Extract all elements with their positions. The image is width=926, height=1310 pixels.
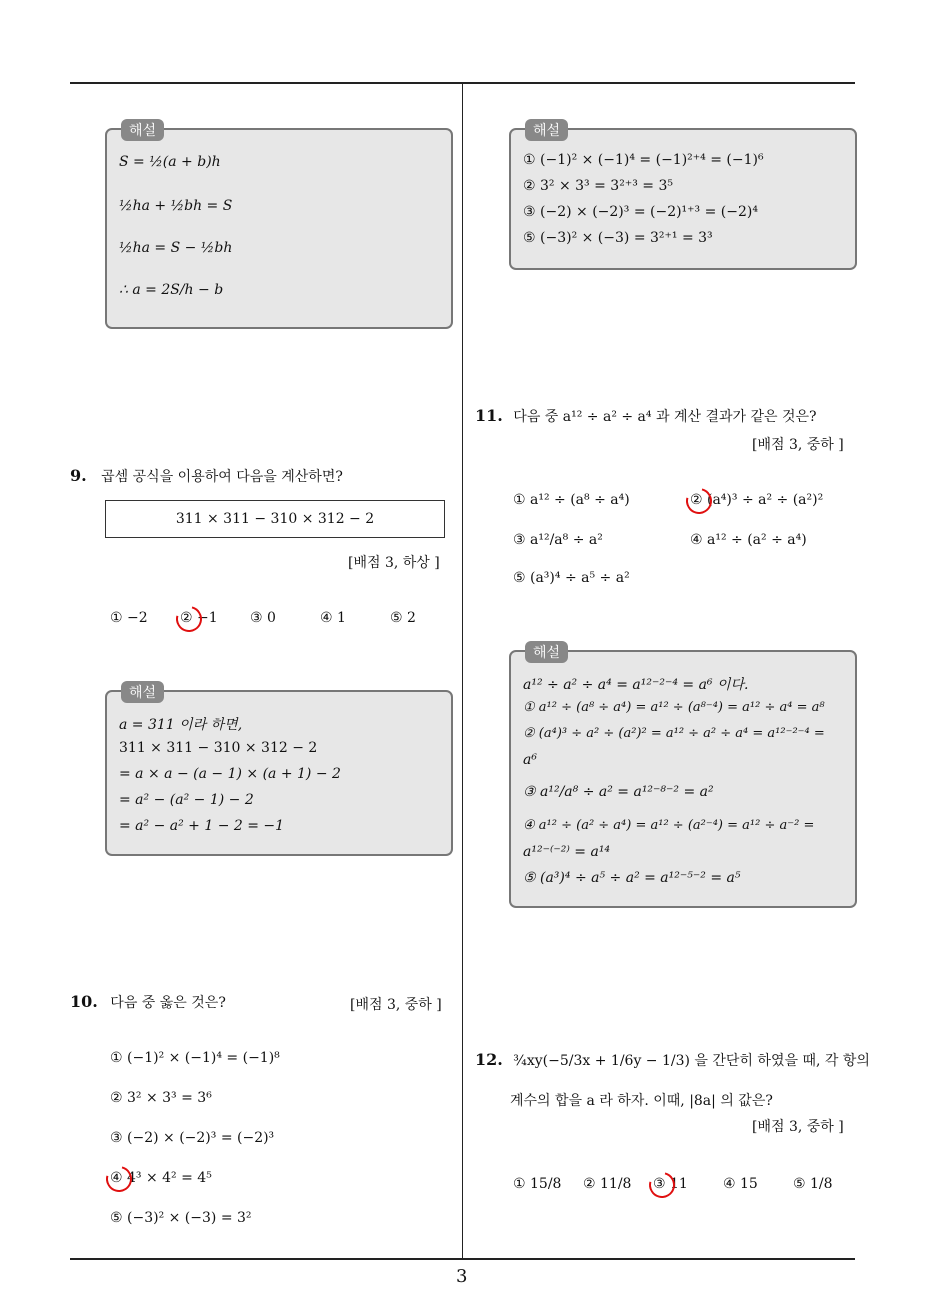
score-label: [배점 3, 중하 ] <box>350 997 442 1013</box>
option-3[interactable]: ③ (−2) × (−2)³ = (−2)³ <box>110 1130 275 1146</box>
selected-answer-mark <box>101 1161 137 1197</box>
explanation-tag: 해설 <box>121 681 164 703</box>
explanation-line: ½ha + ½bh = S <box>119 198 233 214</box>
explanation-box-q10 <box>509 123 857 270</box>
explanation-line: a¹²⁻⁽⁻²⁾ = a¹⁴ <box>523 844 611 860</box>
option-3[interactable]: ③ 0 <box>250 610 276 626</box>
option-3[interactable]: ③ a¹²/a⁸ ÷ a² <box>513 532 603 548</box>
explanation-box-q11 <box>509 645 857 908</box>
score-label: [배점 3, 중하 ] <box>752 1119 844 1135</box>
question-number: 10. <box>70 992 98 1011</box>
score-label: [배점 3, 하상 ] <box>348 555 440 571</box>
explanation-line: ③ a¹²/a⁸ ÷ a² = a¹²⁻⁸⁻² = a² <box>523 784 714 800</box>
option-2[interactable]: ② 11/8 <box>583 1176 632 1192</box>
explanation-tag: 해설 <box>525 119 568 141</box>
explanation-line: ③ (−2) × (−2)³ = (−2)¹⁺³ = (−2)⁴ <box>523 204 758 220</box>
explanation-line: a = 311 이라 하면, <box>119 717 243 733</box>
explanation-line: ⑤ (−3)² × (−3) = 3²⁺¹ = 3³ <box>523 230 713 246</box>
option-5[interactable]: ⑤ (a³)⁴ ÷ a⁵ ÷ a² <box>513 570 630 586</box>
column-divider <box>462 84 463 1259</box>
option-5[interactable]: ⑤ 1/8 <box>793 1176 833 1192</box>
option-2[interactable]: ② (a⁴)³ ÷ a² ÷ (a²)² <box>690 492 824 508</box>
score-label: [배점 3, 중하 ] <box>752 437 844 453</box>
option-1[interactable]: ① a¹² ÷ (a⁸ ÷ a⁴) <box>513 492 630 508</box>
option-3[interactable]: ③ 11 <box>653 1176 688 1192</box>
option-4[interactable]: ④ 1 <box>320 610 346 626</box>
question-9 <box>70 466 343 486</box>
explanation-tag: 해설 <box>121 119 164 141</box>
explanation-line: ② (a⁴)³ ÷ a² ÷ (a²)² = a¹² ÷ a² ÷ a⁴ = a¹²⁻²⁻⁴ = <box>523 726 825 741</box>
selected-answer-mark <box>644 1167 680 1203</box>
question-11 <box>475 406 817 426</box>
option-5[interactable]: ⑤ (−3)² × (−3) = 3² <box>110 1210 252 1226</box>
explanation-tag: 해설 <box>525 641 568 663</box>
bottom-rule <box>70 1258 855 1260</box>
question-text: ¾xy(−5/3x + 1/6y − 1/3) 을 간단히 하였을 때, 각 항의 <box>513 1053 870 1069</box>
explanation-line: = a² − (a² − 1) − 2 <box>119 792 254 808</box>
option-2[interactable]: ② 3² × 3³ = 3⁶ <box>110 1090 212 1106</box>
explanation-line: ⑤ (a³)⁴ ÷ a⁵ ÷ a² = a¹²⁻⁵⁻² = a⁵ <box>523 870 741 886</box>
option-1[interactable]: ① 15/8 <box>513 1176 562 1192</box>
explanation-line: a⁶ <box>523 752 537 768</box>
explanation-line: 311 × 311 − 310 × 312 − 2 <box>119 740 318 756</box>
question-text-line2: 계수의 합을 a 라 하자. 이때, |8a| 의 값은? <box>510 1093 773 1109</box>
question-10 <box>70 992 226 1012</box>
question-text: 다음 중 a¹² ÷ a² ÷ a⁴ 과 계산 결과가 같은 것은? <box>513 409 817 425</box>
question-text: 곱셈 공식을 이용하여 다음을 계산하면? <box>101 469 343 485</box>
option-1[interactable]: ① (−1)² × (−1)⁴ = (−1)⁸ <box>110 1050 280 1066</box>
explanation-line: ① a¹² ÷ (a⁸ ÷ a⁴) = a¹² ÷ (a⁸⁻⁴) = a¹² ÷ a⁴ = a⁸ <box>523 700 825 715</box>
page-number: 3 <box>456 1266 468 1287</box>
explanation-box-q9 <box>105 685 453 856</box>
explanation-line: = a × a − (a − 1) × (a + 1) − 2 <box>119 766 341 782</box>
explanation-line: ① (−1)² × (−1)⁴ = (−1)²⁺⁴ = (−1)⁶ <box>523 152 764 168</box>
question-number: 11. <box>475 406 503 425</box>
explanation-line: S = ½(a + b)h <box>119 154 221 170</box>
option-4[interactable]: ④ 4³ × 4² = 4⁵ <box>110 1170 212 1186</box>
selected-answer-mark <box>681 483 717 519</box>
question-number: 12. <box>475 1050 503 1069</box>
selected-answer-mark <box>171 601 207 637</box>
explanation-line: a¹² ÷ a² ÷ a⁴ = a¹²⁻²⁻⁴ = a⁶ 이다. <box>523 677 749 693</box>
explanation-box-q8 <box>105 123 453 329</box>
option-4[interactable]: ④ 15 <box>723 1176 758 1192</box>
question-12 <box>475 1050 870 1070</box>
question-number: 9. <box>70 466 87 485</box>
explanation-line: = a² − a² + 1 − 2 = −1 <box>119 818 285 834</box>
question-text: 다음 중 옳은 것은? <box>110 995 226 1011</box>
option-5[interactable]: ⑤ 2 <box>390 610 416 626</box>
option-1[interactable]: ① −2 <box>110 610 148 626</box>
option-4[interactable]: ④ a¹² ÷ (a² ÷ a⁴) <box>690 532 807 548</box>
expression-box: 311 × 311 − 310 × 312 − 2 <box>105 500 445 538</box>
explanation-line: ½ha = S − ½bh <box>119 240 233 256</box>
explanation-line: ④ a¹² ÷ (a² ÷ a⁴) = a¹² ÷ (a²⁻⁴) = a¹² ÷ a⁻² = <box>523 818 815 833</box>
explanation-line: ② 3² × 3³ = 3²⁺³ = 3⁵ <box>523 178 673 194</box>
option-2[interactable]: ② −1 <box>180 610 218 626</box>
explanation-line: ∴ a = 2S/h − b <box>119 282 224 298</box>
